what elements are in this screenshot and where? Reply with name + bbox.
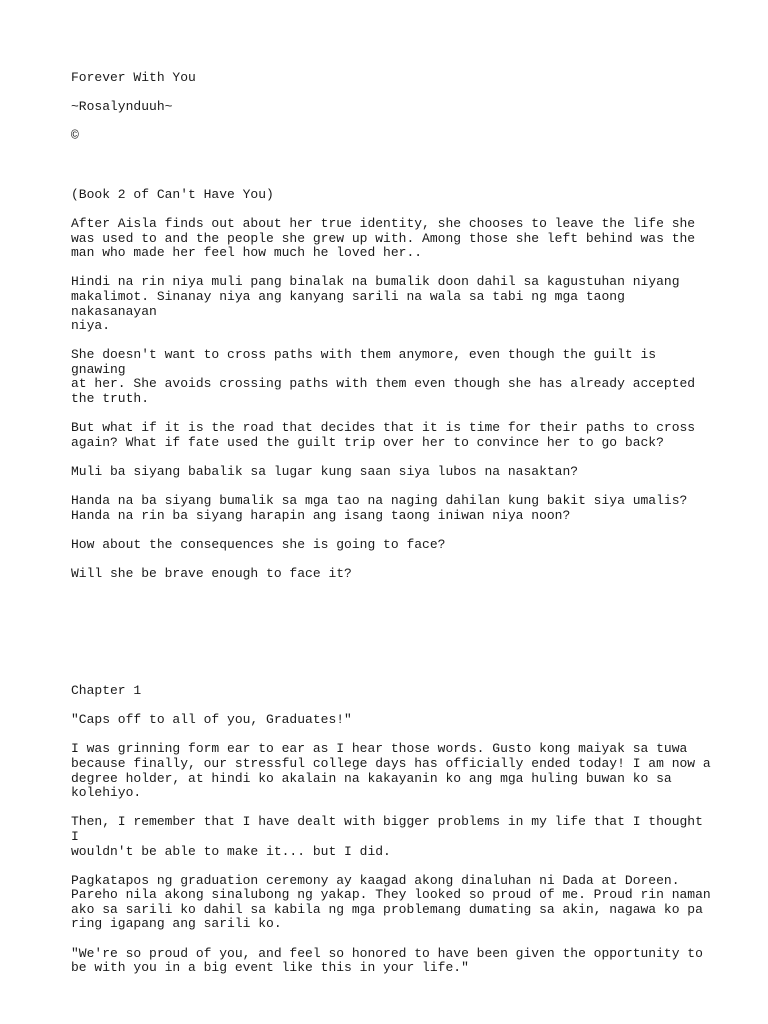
copyright-symbol: © <box>71 128 79 144</box>
synopsis-paragraph: Will she be brave enough to face it? <box>71 566 352 582</box>
synopsis-paragraph: She doesn't want to cross paths with them anymore, even though the guilt is gnawing at her. She avoids crossing paths with them even though she has already accepted the truth. <box>71 347 696 407</box>
chapter-paragraph: Then, I remember that I have dealt with bigger problems in my life that I thought I wouldn't be able to make it... but I did. <box>71 814 703 859</box>
spacer <box>71 159 711 188</box>
synopsis-paragraph: How about the consequences she is going to face? <box>71 537 446 552</box>
chapter-paragraph: "Caps off to all of you, Graduates!" <box>71 712 352 728</box>
chapter-paragraph: "We're so proud of you, and feel so honored to have been given the opportunity to be with you in a big event like this in your life." <box>71 945 703 976</box>
author-name: ~Rosalynduuh~ <box>71 99 173 115</box>
synopsis-paragraph: After Aisla finds out about her true identity, she chooses to leave the life she was used to and the people she grew up with. Among those she left behind was the man who made her feel how much he loved her.. <box>71 215 696 261</box>
synopsis-paragraph: Muli ba siyang babalik sa lugar kung saan siya lubos na nasaktan? <box>71 464 579 480</box>
chapter-heading: Chapter 1 <box>71 682 142 698</box>
synopsis-paragraph: Hindi na rin niya muli pang binalak na bumalik doon dahil sa kagustuhan niyang makalimot. Sinanay niya ang kanyang sarili na wala sa tabi ng mga taong nakasanayan niya. <box>71 274 680 334</box>
spacer <box>71 596 711 684</box>
book-series-note: (Book 2 of Can't Have You) <box>71 186 274 202</box>
synopsis-paragraph: Handa na ba siyang bumalik sa mga tao na naging dahilan kung bakit siya umalis? Handa na rin ba siyang harapin ang isang taong iniwan niya noon? <box>71 493 688 523</box>
chapter-paragraph: I was grinning form ear to ear as I hear those words. Gusto kong maiyak sa tuwa because finally, our stressful college days has officially ended today! I am now a degree holder, at hindi ko akalain na kakayanin ko ang mga huling buwan ko sa kolehiyo. <box>71 741 711 801</box>
document-page <box>71 71 711 990</box>
synopsis-paragraph: But what if it is the road that decides that it is time for their paths to cross again? What if fate used the guilt trip over her to convince her to go back? <box>71 420 696 450</box>
book-title: Forever With You <box>71 70 196 85</box>
chapter-paragraph: Pagkatapos ng graduation ceremony ay kaagad akong dinaluhan ni Dada at Doreen. Pareho nila akong sinalubong ng yakap. They looked so proud of me. Proud rin naman ako sa sarili ko dahil sa kabila ng mga problemang dumating sa akin, nagawa ko pa ring igapang ang sarili ko. <box>71 872 711 932</box>
